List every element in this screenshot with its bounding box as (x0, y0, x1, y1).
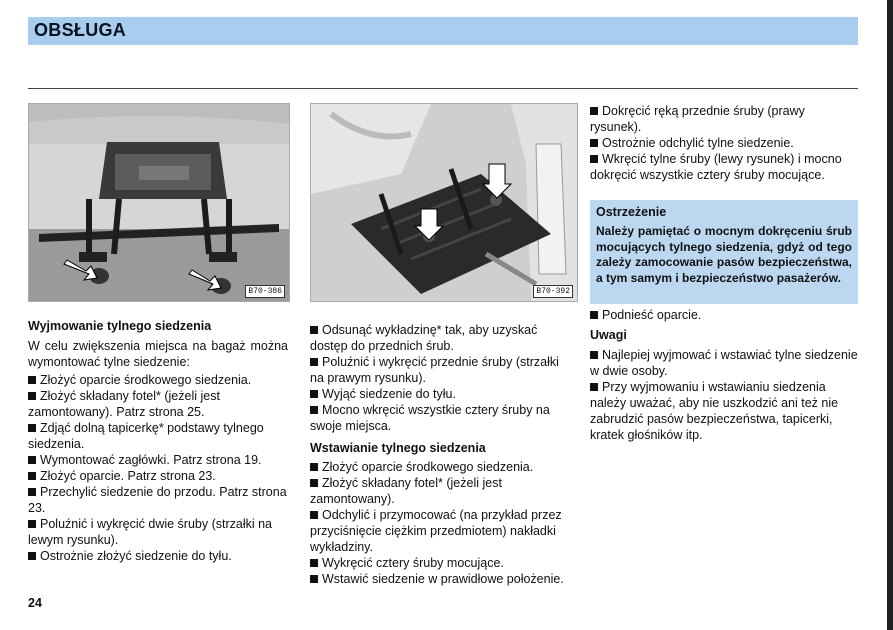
warning-title: Ostrzeżenie (596, 205, 667, 219)
list-item: Wkręcić tylne śruby (lewy rysunek) i mocno dokręcić wszystkie cztery śruby mocujące. (590, 152, 842, 182)
bullet-icon (310, 479, 318, 487)
list-item: Poluźnić i wykręcić przednie śruby (strzałki na prawym rysunku). (310, 355, 559, 385)
bullet-icon (28, 520, 36, 528)
bullet-icon (310, 390, 318, 398)
column-3 (590, 103, 858, 183)
list-item: Zdjąć dolną tapicerkę* podstawy tylnego siedzenia. (28, 421, 264, 451)
list-item: Najlepiej wyjmować i wstawiać tylne siedzenie w dwie osoby. (590, 348, 858, 378)
bullet-icon (590, 107, 598, 115)
list-item: Wyjąć siedzenie do tyłu. (322, 387, 456, 401)
list-item: Złożyć składany fotel* (jeżeli jest zamontowany). (310, 476, 502, 506)
photo-floor-front-bolts (310, 103, 578, 302)
list-item: Ostrożnie złożyć siedzenie do tyłu. (40, 549, 232, 563)
bullet-icon (310, 559, 318, 567)
list-item: Przy wyjmowaniu i wstawianiu siedzenia należy uważać, aby nie uszkodzić ani też nie zabrudzić pasów bezpieczeństwa, tapicerki, kratek głośników itp. (590, 380, 839, 442)
notes-heading: Uwagi (590, 328, 627, 342)
figure-id-label: B70-392 (533, 285, 573, 298)
bullet-icon (590, 383, 598, 391)
list-item: Ostrożnie odchylić tylne siedzenie. (602, 136, 794, 150)
bullet-icon (590, 155, 598, 163)
list-item: Wymontować zagłówki. Patrz strona 19. (40, 453, 262, 467)
list-item: Wykręcić cztery śruby mocujące. (322, 556, 504, 570)
figure-id-label: B70-386 (245, 285, 285, 298)
bullet-icon (28, 488, 36, 496)
column-1 (28, 318, 288, 564)
bullet-icon (28, 456, 36, 464)
section-heading: Wyjmowanie tylnego siedzenia (28, 319, 212, 333)
bullet-icon (590, 311, 598, 319)
bullet-icon (310, 326, 318, 334)
bullet-icon (28, 472, 36, 480)
list-item: Dokręcić ręką przednie śruby (prawy rysunek). (590, 104, 805, 134)
list-item: Złożyć składany fotel* (jeżeli jest zamontowany). Patrz strona 25. (28, 389, 220, 419)
header-bar (28, 17, 858, 45)
bullet-icon (310, 463, 318, 471)
column-2 (310, 322, 576, 587)
list-item: Złożyć oparcie. Patrz strona 23. (40, 469, 216, 483)
list-item: Wstawić siedzenie w prawidłowe położenie. (322, 572, 564, 586)
bullet-icon (310, 511, 318, 519)
photo-seat-frame-rear-bolts (28, 103, 290, 302)
bullet-icon (590, 139, 598, 147)
bullet-icon (28, 392, 36, 400)
section-heading: Wstawianie tylnego siedzenia (310, 441, 486, 455)
list-item: Poluźnić i wykręcić dwie śruby (strzałki na lewym rysunku). (28, 517, 273, 547)
bullet-icon (28, 424, 36, 432)
paragraph: W celu zwiększenia miejsca na bagaż można wymontować tylne siedzenie: (28, 339, 288, 369)
bullet-icon (28, 376, 36, 384)
list-item: Podnieść oparcie. (602, 308, 702, 322)
warning-box (590, 200, 858, 304)
page-number: 24 (28, 596, 42, 610)
list-item: Złożyć oparcie środkowego siedzenia. (322, 460, 534, 474)
bullet-icon (590, 351, 598, 359)
list-item: Złożyć oparcie środkowego siedzenia. (40, 373, 252, 387)
bullet-icon (310, 406, 318, 414)
list-item: Odsunąć wykładzinę* tak, aby uzyskać dostęp do przednich śrub. (310, 323, 538, 353)
divider (28, 88, 858, 89)
column-3-lower (590, 307, 858, 443)
bullet-icon (310, 358, 318, 366)
bullet-icon (310, 575, 318, 583)
page-title: OBSŁUGA (34, 20, 127, 40)
list-item: Odchylić i przymocować (na przykład przez przyciśnięcie ciężkim przedmiotem) nakładki wykładziny. (310, 508, 562, 554)
bullet-icon (28, 552, 36, 560)
list-item: Mocno wkręcić wszystkie cztery śruby na swoje miejsca. (310, 403, 550, 433)
warning-text: Należy pamiętać o mocnym dokręceniu śrub mocujących tylnego siedzenia, gdyż od tego zależy zamocowanie pasów bezpieczeństwa, a tym samym i bezpieczeństwo pasażerów. (596, 224, 852, 285)
page-edge (887, 0, 893, 630)
list-item: Przechylić siedzenie do przodu. Patrz strona 23. (28, 485, 287, 515)
